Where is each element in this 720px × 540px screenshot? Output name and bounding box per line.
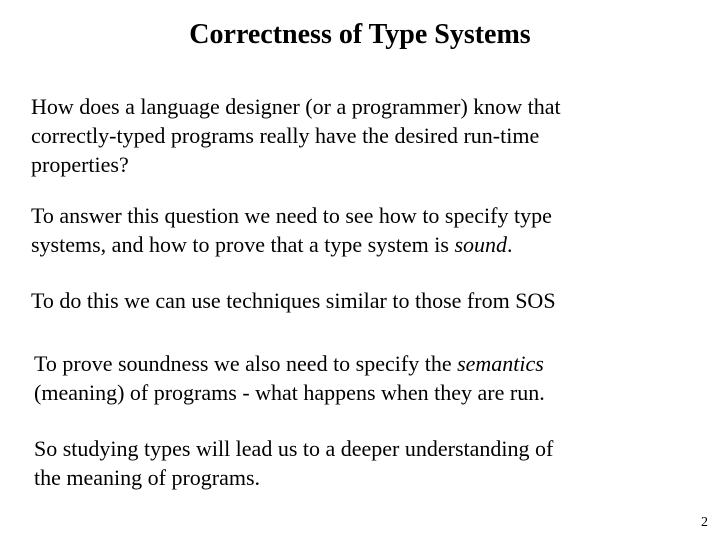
paragraph-punctuation: . — [507, 232, 513, 257]
paragraph-text: To answer this question we need to see how to specify type systems, and how to prove that a type system is — [31, 203, 552, 257]
paragraph-text: (meaning) of programs - what happens when they are run. — [34, 380, 545, 405]
paragraph-sos-techniques: To do this we can use techniques similar to those from SOS — [31, 288, 556, 313]
slide-title: Correctness of Type Systems — [189, 19, 531, 50]
paragraph-studying-types: So studying types will lead us to a deeper understanding of the meaning of programs. — [34, 436, 554, 490]
paragraph-semantics — [34, 349, 694, 407]
page-number: 2 — [701, 515, 708, 530]
paragraph-type-correctness-question: How does a language designer (or a programmer) know that correctly-typed programs really have the desired run-time properties? — [31, 94, 561, 177]
paragraph-text: To prove soundness we also need to specify the — [34, 351, 458, 376]
paragraph-specify-type-systems — [31, 201, 691, 259]
emphasis-sound: sound — [454, 232, 508, 257]
emphasis-semantics: semantics — [457, 351, 544, 376]
